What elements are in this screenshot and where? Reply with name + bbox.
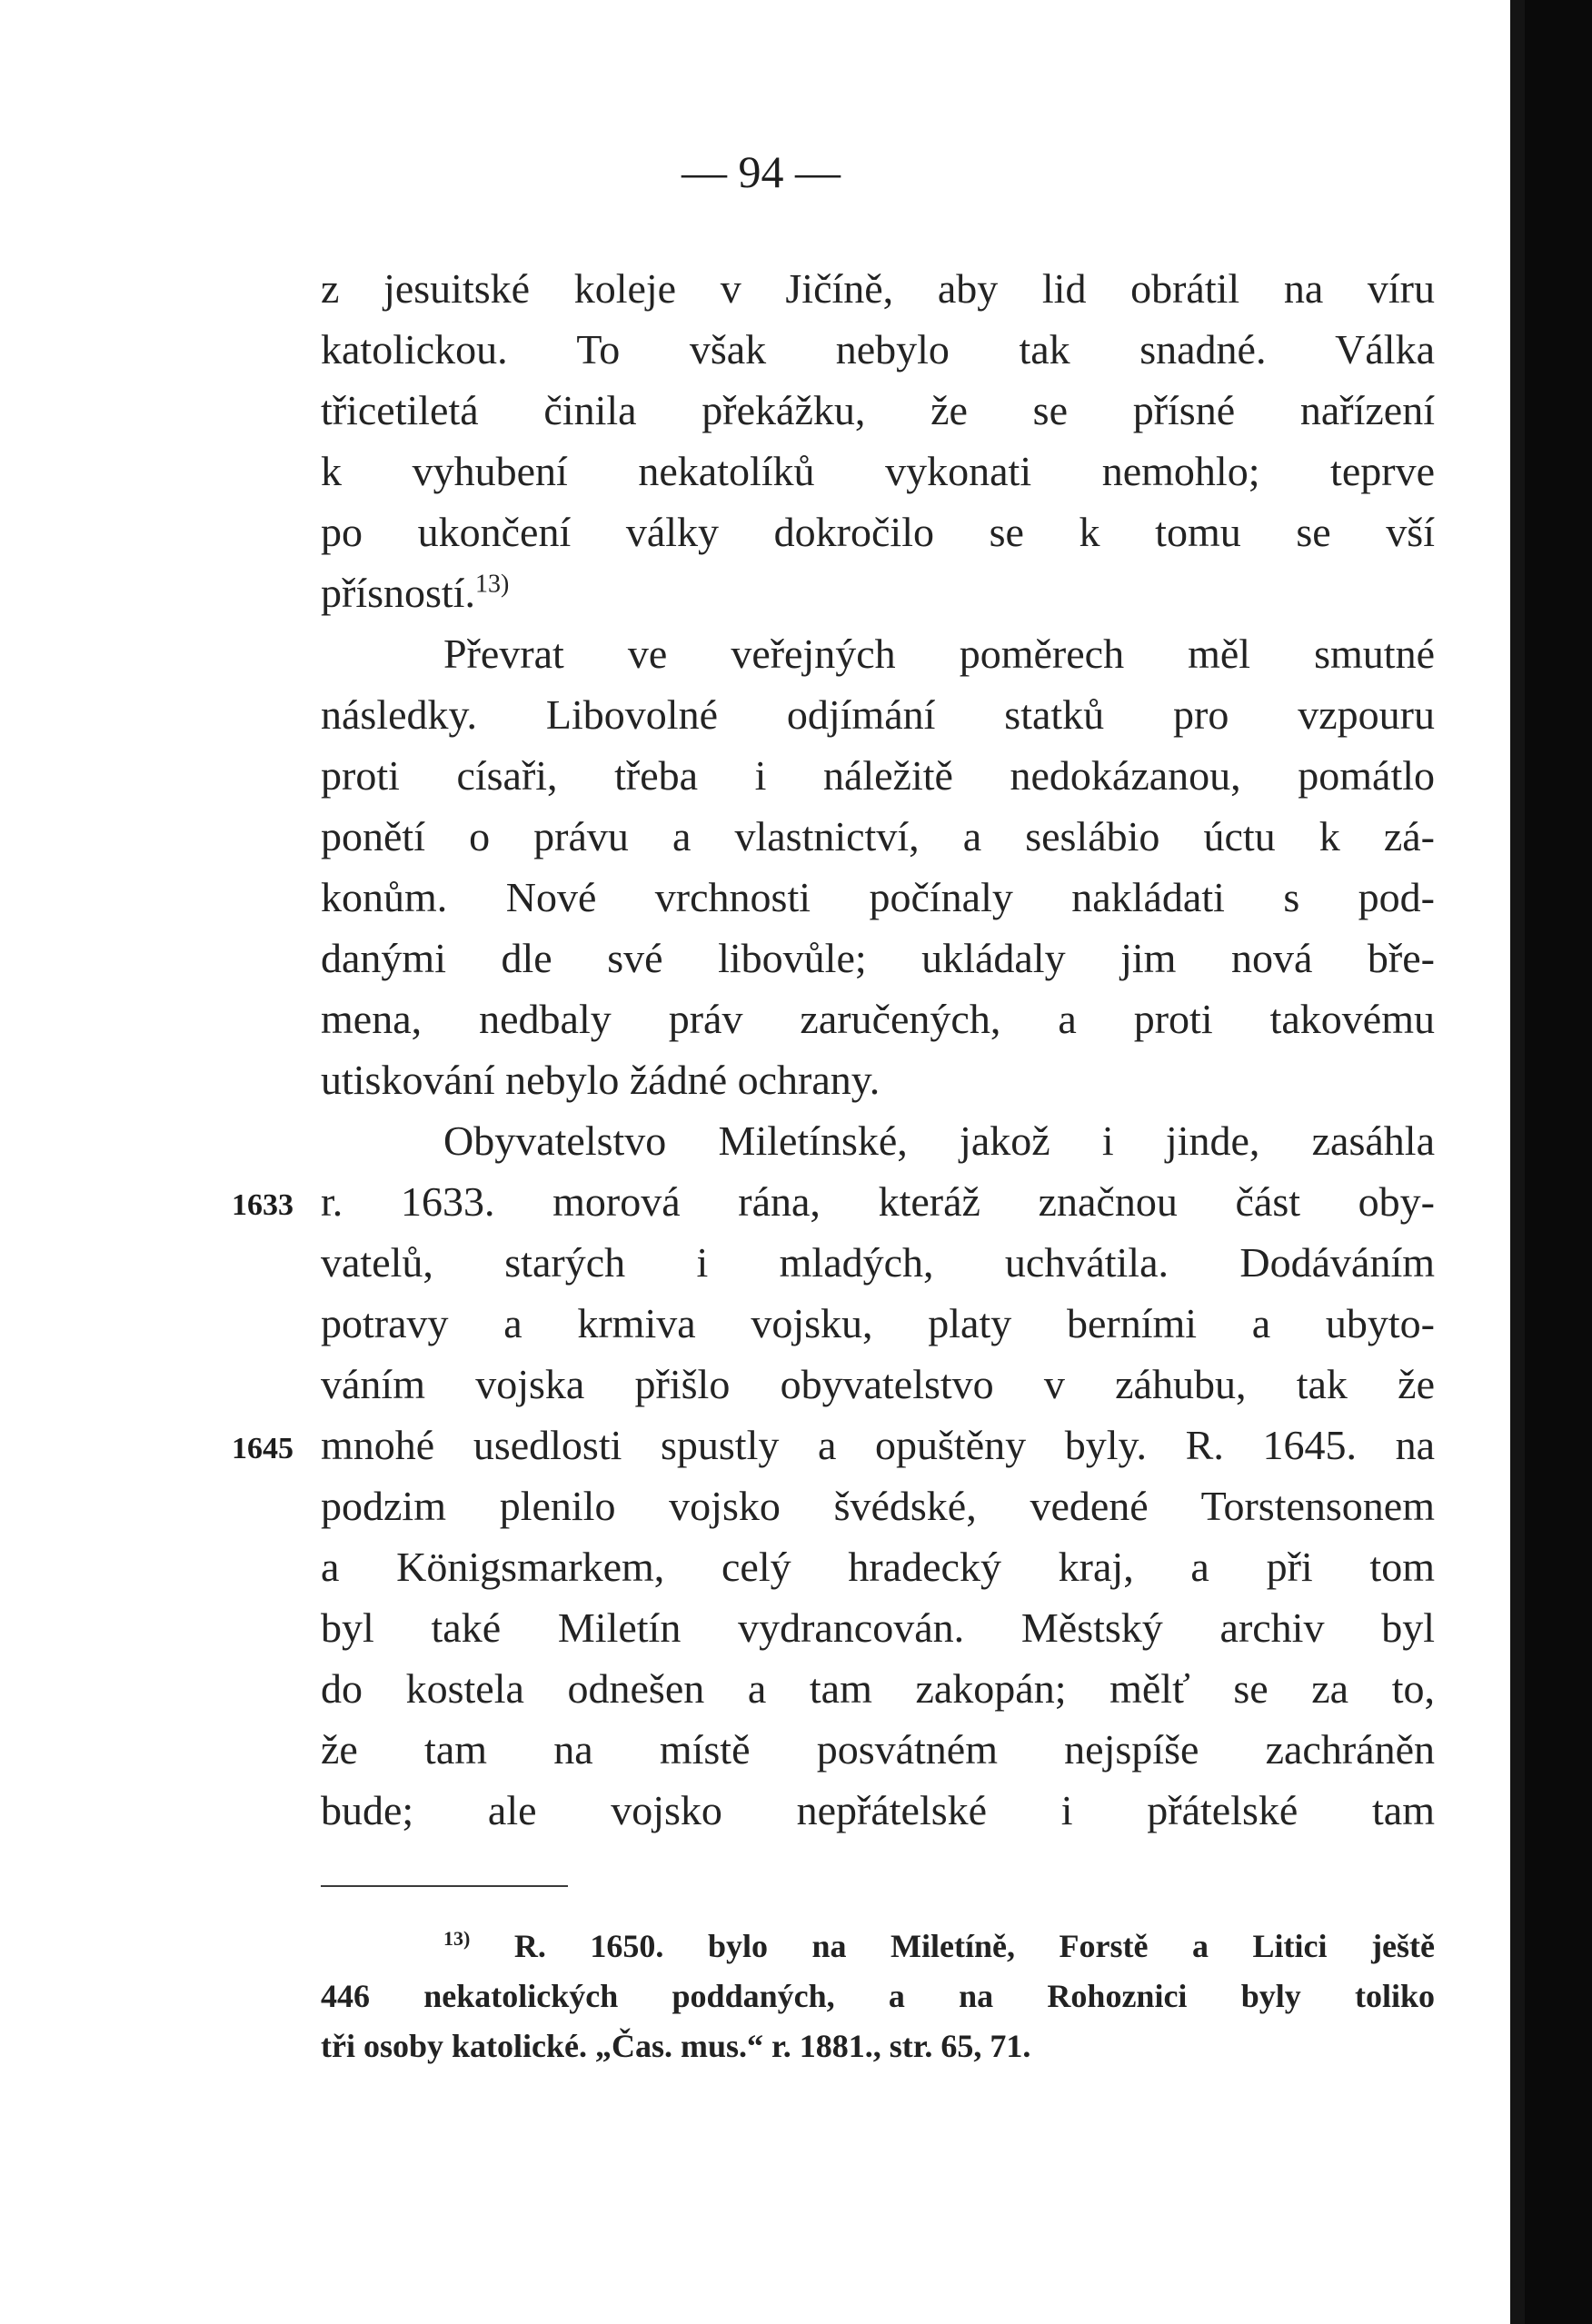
text-line: třicetiletá činila překážku, že se přísné nařízení: [321, 387, 1435, 433]
text-line: Převrat ve veřejných poměrech měl smutné: [443, 631, 1435, 677]
text-line: konům. Nové vrchnosti počínaly nakládati s pod-: [321, 874, 1435, 920]
text-line: a Königsmarkem, celý hradecký kraj, a při tom: [321, 1544, 1435, 1590]
text-line: mnohé usedlosti spustly a opuštěny byly. R. 1645. na: [321, 1422, 1435, 1468]
text-line: po ukončení války dokročilo se k tomu se vší: [321, 509, 1435, 555]
page-number: — 94 —: [682, 146, 841, 197]
footnotes: [321, 1922, 1435, 2071]
text-line: r. 1633. morová rána, kteráž značnou část oby-: [321, 1178, 1435, 1225]
text-line: do kostela odnešen a tam zakopán; mělť se za to,: [321, 1665, 1435, 1712]
text-line: následky. Libovolné odjímání statků pro vzpouru: [321, 691, 1435, 738]
text-line: váním vojska přišlo obyvatelstvo v záhubu, tak že: [321, 1361, 1435, 1407]
text-line: proti císaři, třeba i náležitě nedokázanou, pomátlo: [321, 752, 1435, 799]
text-line: že tam na místě posvátném nejspíše zachráněn: [321, 1726, 1435, 1773]
text-line: podzim plenilo vojsko švédské, vedené Torstensonem: [321, 1483, 1435, 1529]
text-line-content: přísností.: [321, 570, 475, 616]
footnote-divider: [321, 1885, 568, 1887]
margin-note-year: 1645: [232, 1432, 294, 1465]
text-line: byl také Miletín vydrancován. Městský archiv byl: [321, 1604, 1435, 1651]
text-line: katolickou. To však nebylo tak snadné. Válka: [321, 326, 1435, 372]
text-line: vatelů, starých i mladých, uchvátila. Dodáváním: [321, 1239, 1435, 1286]
footnote-reference: 13): [474, 570, 510, 599]
footnote-marker: 13): [443, 1927, 471, 1950]
text-line: ponětí o právu a vlastnictví, a seslábio úctu k zá-: [321, 813, 1435, 859]
text-line: Obyvatelstvo Miletínské, jakož i jinde, zasáhla: [443, 1117, 1435, 1164]
text-line: danými dle své libovůle; ukládaly jim nová bře-: [321, 935, 1435, 981]
text-line: bude; ale vojsko nepřátelské i přátelské tam: [321, 1787, 1435, 1833]
text-line: k vyhubení nekatolíků vykonati nemohlo; teprve: [321, 448, 1435, 494]
text-line: mena, nedbaly práv zaručených, a proti takovému: [321, 996, 1435, 1042]
text-line: potravy a krmiva vojsku, platy berními a ubyto-: [321, 1300, 1435, 1346]
footnote-line: 446 nekatolických poddaných, a na Rohoznici byly toliko: [321, 1978, 1435, 2014]
footnote-line: [321, 1922, 1435, 1971]
footnote-line: tři osoby katolické. „Čas. mus.“ r. 1881., str. 65, 71.: [321, 2028, 1031, 2064]
footnote-text: R. 1650. bylo na Miletíně, Forstě a Litici ještě: [513, 1928, 1436, 1964]
body-text: [321, 258, 1435, 1841]
text-line: z jesuitské koleje v Jičíně, aby lid obrátil na víru: [321, 265, 1435, 312]
text-line: [321, 562, 1435, 623]
page-edge-shadow: [1510, 0, 1525, 2324]
margin-note-year: 1633: [232, 1188, 294, 1222]
text-line: utiskování nebylo žádné ochrany.: [321, 1057, 881, 1103]
